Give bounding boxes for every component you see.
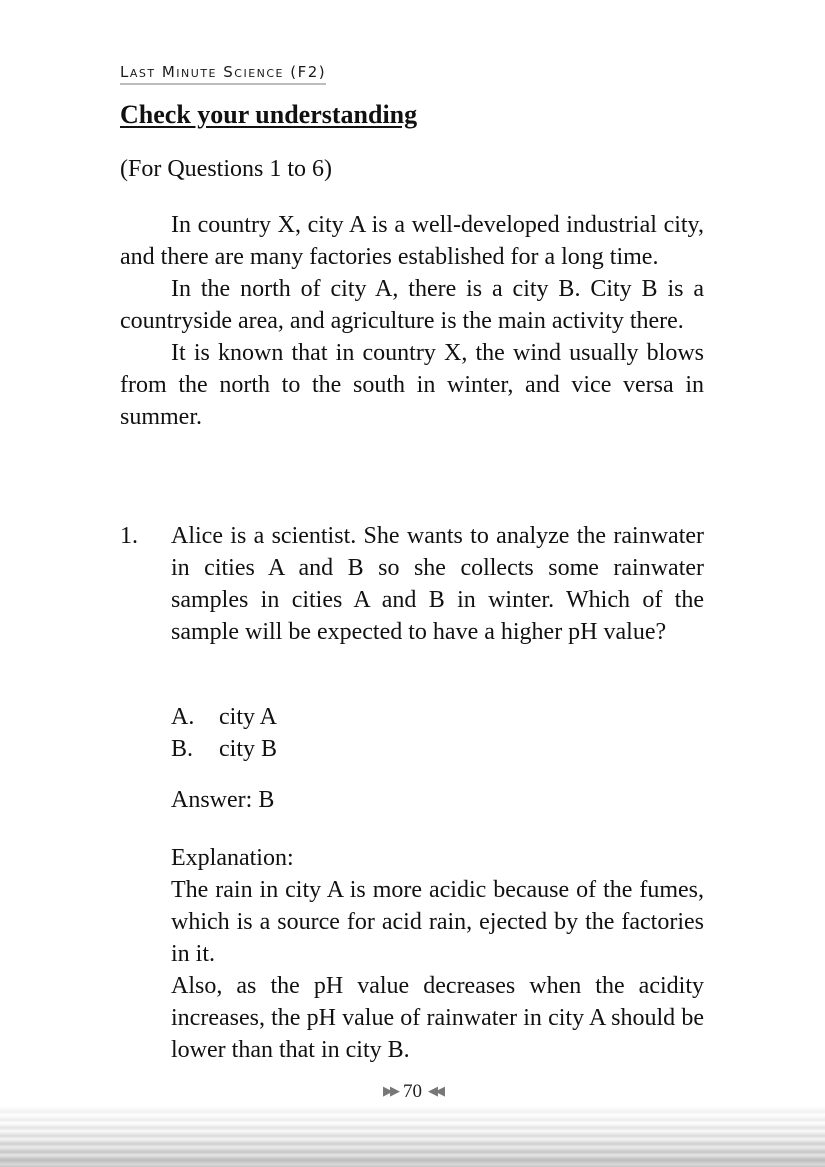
passage-paragraph: In country X, city A is a well-developed industrial city, and there are many factories established for a long time.	[120, 212, 704, 270]
option-b	[171, 733, 277, 765]
option-a	[171, 701, 277, 733]
explanation-paragraph: The rain in city A is more acidic because of the fumes, which is a source for acid rain, ejected by the factories in it.	[171, 877, 704, 967]
footer-decoration	[0, 1106, 825, 1167]
left-arrows-icon: ▶▶	[383, 1083, 397, 1098]
page-number	[0, 1081, 825, 1103]
question-number: 1.	[120, 523, 138, 549]
answer-options	[171, 701, 277, 765]
answer: Answer: B	[171, 787, 275, 813]
explanation-title: Explanation:	[171, 845, 294, 871]
question-text: Alice is a scientist. She wants to analyze the rainwater in cities A and B so she collects some rainwater samples in cities A and B in winter. Which of the sample will be expected to have a higher pH value?	[171, 523, 704, 645]
section-title: Check your understanding	[120, 100, 418, 129]
passage-paragraph: In the north of city A, there is a city B. City B is a countryside area, and agriculture is the main activity there.	[120, 276, 704, 334]
passage-paragraph: It is known that in country X, the wind usually blows from the north to the south in winter, and vice versa in summer.	[120, 340, 704, 430]
page-number-value: 70	[403, 1081, 422, 1102]
running-header-title: Last Minute Science (F2)	[120, 63, 327, 81]
question-scope: (For Questions 1 to 6)	[120, 156, 332, 182]
right-arrows-icon: ◀◀	[428, 1083, 442, 1098]
option-text: city B	[219, 736, 277, 762]
explanation	[171, 842, 704, 1066]
passage	[120, 209, 704, 433]
explanation-paragraph: Also, as the pH value decreases when the acidity increases, the pH value of rainwater in city A should be lower than that in city B.	[171, 973, 704, 1063]
option-letter: A.	[171, 704, 195, 730]
option-letter: B.	[171, 736, 194, 762]
header-rule	[120, 83, 326, 85]
option-text: city A	[219, 704, 277, 730]
question-1	[120, 520, 704, 648]
running-header	[120, 63, 326, 85]
